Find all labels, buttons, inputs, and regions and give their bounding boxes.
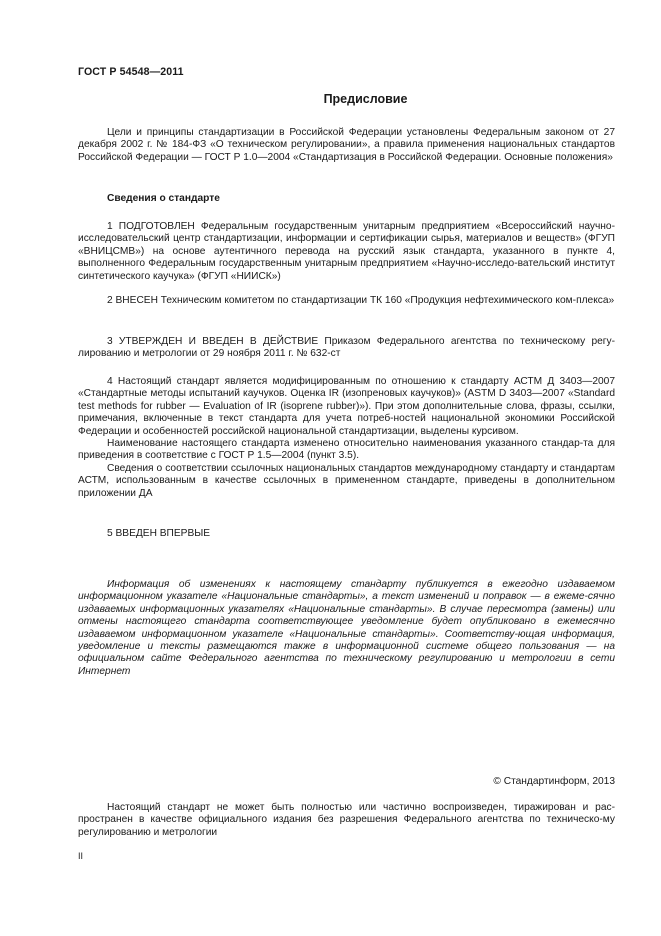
copyright-line: © Стандартинформ, 2013 [493, 776, 615, 787]
section-heading-block [78, 193, 615, 205]
item-3-block [78, 336, 615, 361]
page-title: Предисловие [323, 92, 408, 106]
item-4-block [78, 376, 615, 500]
item-2-block [78, 295, 615, 307]
item-4-paragraph-3: Сведения о соответствии ссылочных национальных стандартов международному стандарту и стандартам АСТМ, использованным в качестве ссылочных в примененном стандарте, приведены в дополнительном приложении ДА [78, 462, 615, 499]
reproduction-notice-paragraph: Настоящий стандарт не может быть полностью или частично воспроизведен, тиражирован и рас-пространен в качестве официального издания без разрешения Федерального агентства по техническо-му регулированию и метрологии [78, 802, 615, 838]
page-number: II [78, 851, 84, 861]
item-4-paragraph-2: Наименование настоящего стандарта изменено относительно наименования указанного стандар-та для приведения в соответствие с ГОСТ Р 1.5—2004 (пункт 3.5). [78, 438, 615, 462]
item-3-paragraph: 3 УТВЕРЖДЕН И ВВЕДЕН В ДЕЙСТВИЕ Приказом Федерального агентства по техническому регу-лированию и метрологии от 29 ноября 2011 г. № 632-ст [78, 336, 615, 360]
item-5-paragraph: 5 ВВЕДЕН ВПЕРВЫЕ [107, 528, 211, 539]
item-5-block [78, 528, 615, 540]
item-4-paragraph: 4 Настоящий стандарт является модифицированным по отношению к стандарту АСТМ Д 3403—2007 «Стандартные методы испытаний каучуков. Оценка IR (изопреновых каучуков)» (ASTM D 3403—2007 «Standard test methods for rubber — Evaluation of IR (isoprene rubber)»). При этом дополнительные слова, фразы, ссылки, примечания, включенные в текст стандарта для учета потреб-ностей национальной экономики Российской Федерации и особенностей российской национальной стандартизации, выделены курсивом. [78, 376, 615, 437]
intro-paragraph: Цели и принципы стандартизации в Российской Федерации установлены Федеральным законом от 27 декабря 2002 г. № 184-ФЗ «О техническом регулировании», а правила применения национальных стандартов Российской Федерации — ГОСТ Р 1.0—2004 «Стандартизация в Российской Федерации. Основные положения» [78, 127, 615, 163]
section-heading: Сведения о стандарте [107, 193, 220, 204]
intro-block [78, 127, 615, 164]
reproduction-notice-block [78, 802, 615, 839]
item-1-paragraph: 1 ПОДГОТОВЛЕН Федеральным государственным унитарным предприятием «Всероссийский научно-исследовательский центр стандартизации, информации и сертификации сырья, материалов и веществ» (ФГУП «ВНИЦСМВ») на основе аутентичного перевода на русский язык стандарта, указанного в пункте 4, выполненного Федеральным государственным унитарным предприятием «Научно-исследо-вательский институт синтетического каучука» (ФГУП «НИИСК») [78, 221, 615, 282]
document-id: ГОСТ Р 54548—2011 [78, 66, 184, 78]
item-2-paragraph: 2 ВНЕСЕН Техническим комитетом по стандартизации ТК 160 «Продукция нефтехимического ком-плекса» [107, 295, 615, 306]
info-notice-paragraph: Информация об изменениях к настоящему стандарту публикуется в ежегодно издаваемом информационном указателе «Национальные стандарты», а текст изменений и поправок — в ежеме-сячно издаваемых информационных указателях «Национальные стандарты». В случае пересмотра (замены) или отмены настоящего стандарта соответствующее уведомление будет опубликовано в ежемесячно издаваемом информационном указателе «Национальные стандарты». Соответству-ющая информация, уведомление и тексты размещаются также в информационной системе общего пользования — на официальном сайте Федерального агентства по техническому регулированию и метрологии в сети Интернет [78, 579, 615, 677]
item-1-block [78, 221, 615, 283]
info-notice-block [78, 579, 615, 678]
